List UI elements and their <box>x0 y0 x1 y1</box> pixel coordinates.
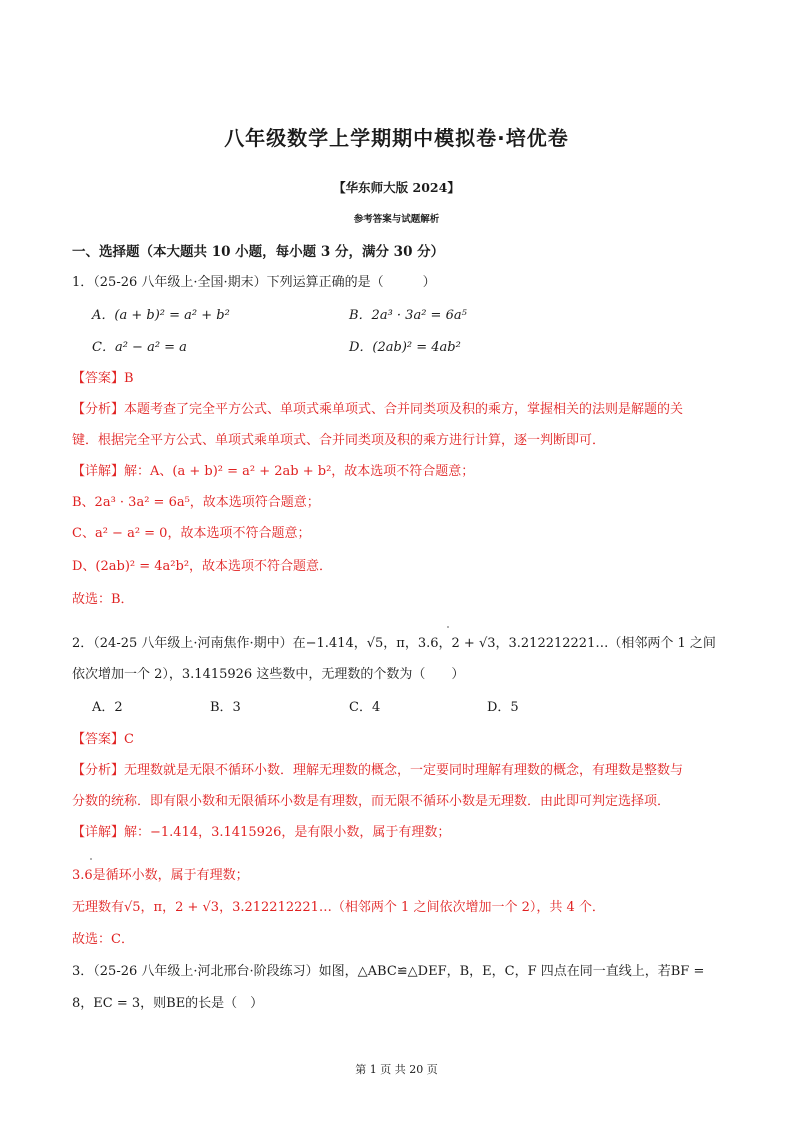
analysis-tag: 【分析】 <box>72 402 125 417</box>
subtitle: 参考答案与试题解析 <box>353 214 440 225</box>
page-title: 八年级数学上学期期中模拟卷·培优卷 <box>224 126 569 150</box>
q1-analysis-2: 键．根据完全平方公式、单项式乘单项式、合并同类项及积的乘方进行计算，逐一判断即可． <box>72 433 606 448</box>
q2-detail-2: 3.6是循环小数，属于有理数； <box>72 868 249 883</box>
q2-answer <box>72 730 732 750</box>
answer-tag: 【答案】 <box>72 732 125 747</box>
stray-mark <box>447 626 449 628</box>
q1-choice: 故选：B． <box>72 592 134 607</box>
q3-stem-1: 3．（25-26 八年级上·河北邢台·阶段练习）如图，△ABC≌△DEF，B，E，C，F 四点在同一直线上，若BF = <box>72 964 705 979</box>
q2-stem-2: 依次增加一个 2），3.1415926 这些数中，无理数的个数为（ ） <box>72 667 465 682</box>
q1-option-c: C．a² − a² = a <box>92 340 187 355</box>
stray-mark <box>90 858 92 860</box>
q1-option-d: D．(2ab)² = 4ab² <box>349 340 461 355</box>
q2-choice: 故选：C． <box>72 932 134 947</box>
detail-text: 解：−1.414，3.1415926，是有限小数，属于有理数； <box>124 825 451 840</box>
q2-option-a: A．2 <box>92 700 123 715</box>
analysis-text: 本题考查了完全平方公式、单项式乘单项式、合并同类项及积的乘方，掌握相关的法则是解题的关 <box>124 402 684 417</box>
edition-label: 【华东师大版 2024】 <box>333 180 460 195</box>
q1-detail-1 <box>72 462 732 482</box>
analysis-tag: 【分析】 <box>72 763 125 778</box>
q2-option-c: C．4 <box>349 700 381 715</box>
q2-detail-1 <box>72 823 732 843</box>
q1-detail-3: C、a² − a² = 0，故本选项不符合题意； <box>72 526 311 541</box>
q1-analysis-1 <box>72 400 732 420</box>
analysis-text: 无理数就是无限不循环小数．理解无理数的概念，一定要同时理解有理数的概念，有理数是整数与 <box>124 763 684 778</box>
q1-answer <box>72 369 732 389</box>
q2-detail-3: 无理数有√5，π，2 + √3，3.212212221…（相邻两个 1 之间依次增加一个 2），共 4 个． <box>72 900 605 915</box>
section-heading: 一、选择题（本大题共 10 小题，每小题 3 分，满分 30 分） <box>72 244 445 260</box>
q2-analysis-2: 分数的统称．即有限小数和无限循环小数是有理数，而无限不循环小数是无理数．由此即可判定选择项． <box>72 794 671 809</box>
answer-value: B <box>124 371 134 386</box>
q1-option-a: A．(a + b)² = a² + b² <box>92 308 230 323</box>
q2-option-b: B．3 <box>210 700 241 715</box>
q1-detail-4: D、(2ab)² = 4a²b²，故本选项不符合题意． <box>72 559 333 574</box>
q2-analysis-1 <box>72 761 732 781</box>
detail-tag: 【详解】 <box>72 464 125 479</box>
answer-tag: 【答案】 <box>72 371 125 386</box>
q2-stem-1: 2．（24-25 八年级上·河南焦作·期中）在−1.414，√5，π，3.6，2 + √3，3.212212221…（相邻两个 1 之间 <box>72 636 716 651</box>
page-footer: 第 1 页 共 20 页 <box>355 1063 438 1076</box>
q3-stem-2: 8，EC = 3，则BE的长是（ ） <box>72 996 264 1011</box>
q1-detail-2: B、2a³ · 3a² = 6a⁵，故本选项符合题意； <box>72 495 320 510</box>
detail-text: 解：A、(a + b)² = a² + 2ab + b²，故本选项不符合题意； <box>124 464 475 479</box>
q2-option-d: D．5 <box>487 700 519 715</box>
q1-option-b: B．2a³ · 3a² = 6a⁵ <box>349 308 467 323</box>
detail-tag: 【详解】 <box>72 825 125 840</box>
answer-value: C <box>124 732 134 747</box>
q1-stem: 1．（25-26 八年级上·全国·期末）下列运算正确的是（ ） <box>72 275 436 290</box>
